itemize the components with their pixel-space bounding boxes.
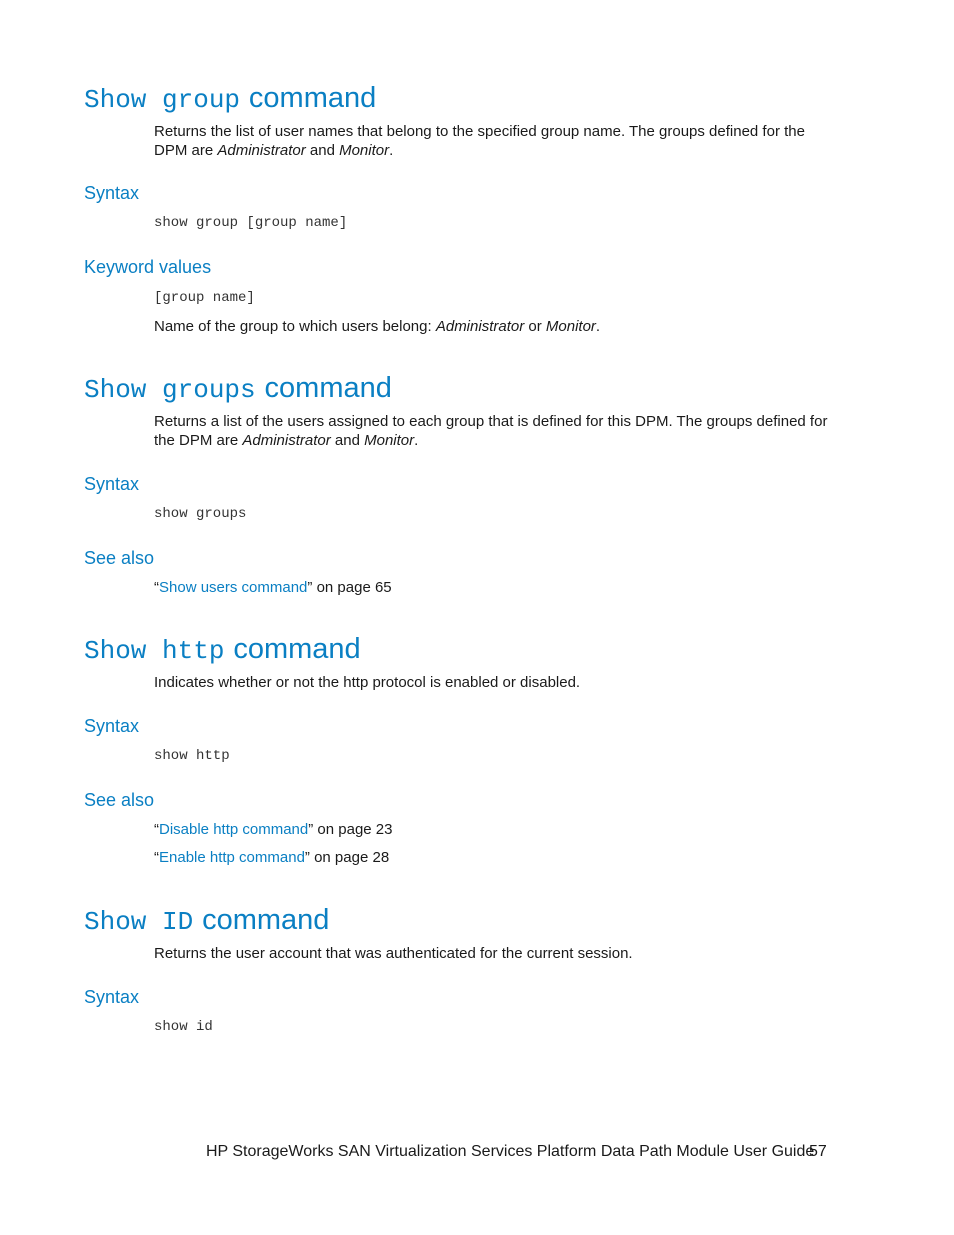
desc-text: or: [524, 318, 546, 335]
disable-http-command-link[interactable]: Disable http command: [159, 821, 309, 838]
show-users-command-link[interactable]: Show users command: [159, 579, 308, 596]
see-also-heading: See also: [84, 790, 155, 810]
reference-page: ” on page 28: [304, 849, 390, 866]
see-also-reference: [154, 820, 834, 839]
description-show-groups: [154, 412, 834, 450]
desc-emphasis: Administrator: [217, 142, 306, 159]
syntax-heading: Syntax: [84, 474, 140, 494]
desc-emphasis: Administrator: [242, 432, 331, 449]
heading-command-name: Show ID: [84, 907, 194, 937]
desc-text: Returns the list of user names that belong to the specified group name. The groups defined for the DPM are: [154, 123, 805, 159]
syntax-code: show http: [154, 748, 230, 764]
heading-show-http: [84, 631, 361, 664]
description-show-id: Returns the user account that was authenticated for the current session.: [154, 945, 633, 962]
page-number: 57: [809, 1143, 827, 1160]
heading-show-id: [84, 902, 329, 935]
desc-text: Returns a list of the users assigned to each group that is defined for this DPM. The groups defined for the DPM are: [154, 413, 828, 449]
desc-emphasis: Administrator: [435, 318, 525, 335]
see-also-heading: See also: [84, 548, 155, 568]
syntax-code: show groups: [154, 506, 247, 522]
description-show-group: [154, 122, 834, 160]
keyword-values-heading: Keyword values: [84, 257, 212, 277]
quote-open: “: [154, 849, 159, 866]
heading-show-groups: [84, 370, 392, 403]
desc-emphasis: Monitor: [339, 142, 390, 159]
desc-emphasis: Monitor: [364, 432, 415, 449]
heading-command-word: command: [233, 633, 361, 665]
heading-command-word: command: [248, 82, 377, 114]
reference-page: ” on page 65: [307, 579, 392, 596]
heading-show-group: [84, 80, 376, 113]
footer-title: HP StorageWorks SAN Virtualization Services Platform Data Path Module User Guide: [206, 1143, 815, 1160]
desc-emphasis: Monitor: [545, 318, 596, 335]
enable-http-command-link[interactable]: Enable http command: [159, 849, 305, 866]
heading-command-word: command: [264, 372, 392, 404]
keyword-description: [154, 317, 834, 336]
description-show-http: Indicates whether or not the http protocol is enabled or disabled.: [154, 674, 581, 691]
desc-text: and: [330, 432, 365, 449]
quote-open: “: [154, 821, 159, 838]
quote-open: “: [154, 579, 159, 596]
syntax-code: show group [group name]: [154, 215, 348, 231]
syntax-heading: Syntax: [84, 987, 140, 1007]
desc-text: .: [389, 142, 394, 159]
see-also-reference: [154, 578, 834, 597]
syntax-heading: Syntax: [84, 716, 140, 736]
heading-command-name: Show groups: [84, 375, 256, 405]
heading-command-name: Show group: [84, 85, 241, 115]
syntax-code: show id: [154, 1019, 213, 1035]
syntax-heading: Syntax: [84, 183, 140, 203]
desc-text: and: [305, 142, 340, 159]
desc-text: .: [414, 432, 419, 449]
desc-text: .: [595, 318, 601, 335]
heading-command-name: Show http: [84, 636, 225, 666]
see-also-reference: [154, 848, 834, 867]
heading-command-word: command: [202, 904, 330, 936]
keyword-code: [group name]: [154, 290, 255, 306]
reference-page: ” on page 23: [308, 821, 393, 838]
desc-text: Name of the group to which users belong:: [154, 318, 436, 335]
